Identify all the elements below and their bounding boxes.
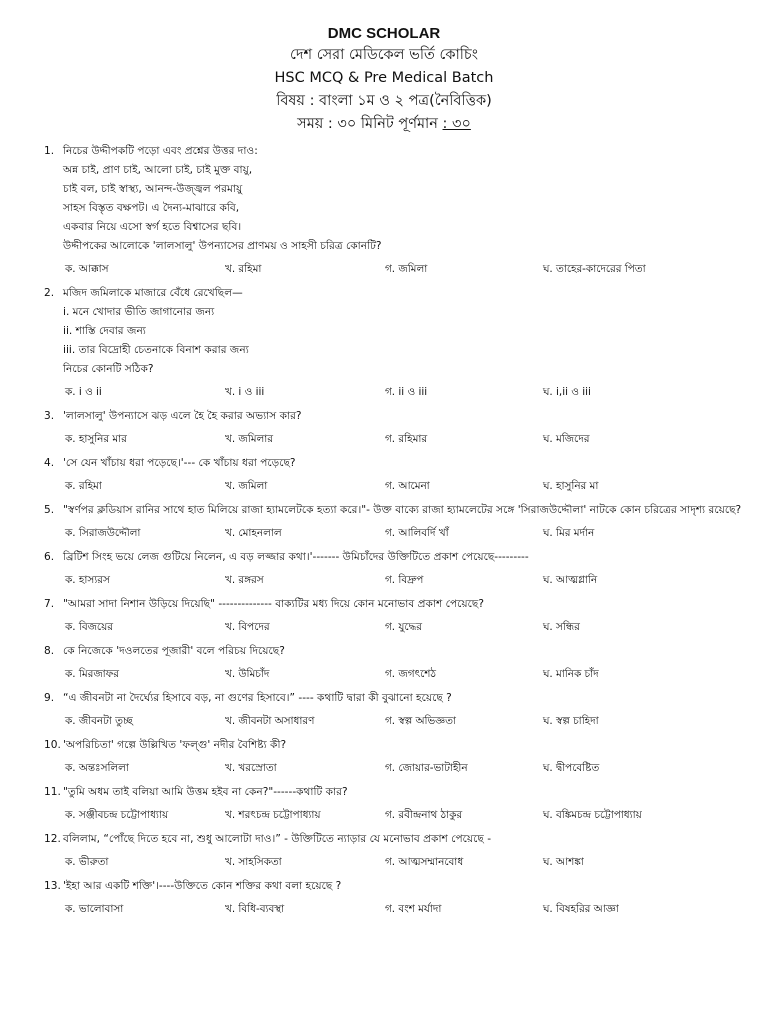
answer-option: ঘ. সন্ধির	[543, 621, 580, 633]
answer-option: ঘ. i,ii ও iii	[543, 386, 591, 398]
answer-option: ঘ. দ্বীপবেষ্টিত	[543, 762, 600, 774]
answer-option: ক. মিরজাফর	[65, 668, 119, 680]
answer-option: ঘ. আত্মগ্লানি	[543, 574, 598, 586]
question-text: 'সে যেন খাঁচায় ধরা পড়েছে।'--- কে খাঁচায় ধরা পড়েছে?	[63, 457, 296, 469]
answer-option: ঘ. মানিক চাঁদ	[543, 668, 599, 680]
question-row	[44, 142, 744, 161]
question-stem-line: i. মনে খোদার ভীতি জাগানোর জন্য	[63, 306, 215, 318]
question-item	[44, 877, 744, 918]
question-number: 1.	[44, 145, 55, 157]
answer-option: গ. স্বল্প অভিজ্ঞতা	[385, 715, 456, 727]
question-number: 7.	[44, 598, 55, 610]
answer-options	[44, 900, 744, 918]
question-row	[44, 454, 744, 473]
header-title: DMC SCHOLAR	[327, 25, 441, 42]
answer-options	[44, 759, 744, 777]
header-full-marks: : ৩০	[442, 116, 471, 132]
question-item	[44, 736, 744, 777]
question-text: কে নিজেকে 'দওলতের পূজারী' বলে পরিচয় দিয়েছে?	[63, 645, 285, 657]
answer-option: ঘ. আশঙ্কা	[543, 856, 584, 868]
question-row	[44, 501, 744, 520]
answer-option: খ. বিপদের	[225, 621, 270, 633]
answer-option: ক. i ও ii	[65, 386, 102, 398]
answer-option: গ. যুদ্ধের	[385, 621, 422, 633]
question-row	[44, 407, 744, 426]
answer-options	[44, 260, 744, 278]
answer-option: ক. ভীরুতা	[65, 856, 109, 868]
answer-option: ক. হাস্যরস	[65, 574, 110, 586]
header-tagline: দেশ সেরা মেডিকেল ভর্তি কোচিং	[290, 47, 478, 63]
question-text: “এ জীবনটা না দৈর্ঘ্যের হিসাবে বড়, না গুণের হিসাবে।” ---- কথাটি দ্বারা কী বুঝানো হয়েছে ?	[63, 692, 452, 704]
answer-options	[44, 430, 744, 448]
question-row	[44, 830, 744, 849]
answer-options	[44, 712, 744, 730]
header-subject: বিষয় : বাংলা ১ম ও ২ পত্র(নৈবিত্তিক)	[276, 93, 492, 109]
answer-option: ঘ. হাসুনির মা	[543, 480, 599, 492]
question-number: 6.	[44, 551, 55, 563]
question-text: 'অপরিচিতা' গল্পে উল্লিখিত 'ফল্গু' নদীর বৈশিষ্ট্য কী?	[63, 739, 287, 751]
question-number: 5.	[44, 504, 55, 516]
answer-option: গ. রহিমার	[385, 433, 428, 445]
answer-option: গ. আলিবর্দি খাঁ	[385, 527, 449, 539]
question-number: 8.	[44, 645, 55, 657]
header-time-marks	[0, 113, 768, 136]
question-row	[44, 736, 744, 755]
question-number: 2.	[44, 287, 55, 299]
question-text: 'ইহা আর একটি শক্তি'।----উক্তিতে কোন শক্তির কথা বলা হয়েছে ?	[63, 880, 342, 892]
question-item	[44, 501, 744, 542]
answer-option: ক. হাসুনির মার	[65, 433, 127, 445]
question-item	[44, 142, 744, 278]
question-text: ব্রিটিশ সিংহ ভয়ে লেজ গুটিয়ে নিলেন, এ বড় লজ্জার কথা।'------- উমিচাঁদের উক্তিটিতে প্রকাশ পেয়েছে---------	[63, 551, 529, 563]
answer-option: ক. রহিমা	[65, 480, 102, 492]
answer-option: গ. জোয়ার-ভাটাহীন	[385, 762, 468, 774]
answer-option: গ. জগৎশেঠ	[385, 668, 436, 680]
answer-option: খ. সাহসিকতা	[225, 856, 282, 868]
question-text: "আমরা সাদা নিশান উড়িয়ে দিয়েছি" -------------- বাক্যটির মধ্য দিয়ে কোন মনোভাব প্রকাশ পেয়েছে?	[63, 598, 484, 610]
answer-option: ঘ. মজিদের	[543, 433, 590, 445]
answer-option: ঘ. বিষহরির আজ্ঞা	[543, 903, 619, 915]
question-number: 12.	[44, 833, 61, 845]
answer-option: গ. ii ও iii	[385, 386, 428, 398]
answer-options	[44, 806, 744, 824]
answer-option: খ. জমিলার	[225, 433, 273, 445]
answer-option: ক. ভালোবাসা	[65, 903, 124, 915]
question-text: বলিলাম, “পোঁছে দিতে হবে না, শুধু আলোটা দাও।” - উক্তিটিতে ন্যাড়ার যে মনোভাব প্রকাশ পেয়েছে -	[63, 833, 492, 845]
question-text: 'লালসালু' উপন্যাসে ঝড় এলে হৈ হৈ করার অভ্যাস কার?	[63, 410, 302, 422]
answer-option: ক. আক্কাস	[65, 263, 109, 275]
answer-option: খ. শরৎচন্দ্র চট্টোপাধ্যায়	[225, 809, 321, 821]
question-text: মজিদ জমিলাকে মাজারে বেঁধে রেখেছিল—	[63, 287, 243, 299]
question-number: 10.	[44, 739, 61, 751]
question-item	[44, 454, 744, 495]
question-item	[44, 783, 744, 824]
answer-option: ক. সঞ্জীবচন্দ্র চট্টোপাধ্যায়	[65, 809, 169, 821]
answer-option: গ. রবীন্দ্রনাথ ঠাকুর	[385, 809, 463, 821]
question-row	[44, 877, 744, 896]
question-item	[44, 595, 744, 636]
answer-option: খ. জমিলা	[225, 480, 268, 492]
question-text: নিচের উদ্দীপকটি পড়ো এবং প্রশ্নের উত্তর দাও:	[63, 145, 258, 157]
answer-option: ক. অন্তঃসলিলা	[65, 762, 129, 774]
answer-option: গ. আত্মসম্মানবোধ	[385, 856, 464, 868]
question-item	[44, 830, 744, 871]
header-batch: HSC MCQ & Pre Medical Batch	[274, 70, 494, 86]
answer-options	[44, 853, 744, 871]
question-item	[44, 548, 744, 589]
answer-option: গ. বিদ্রুপ	[385, 574, 424, 586]
question-number: 4.	[44, 457, 55, 469]
answer-options	[44, 477, 744, 495]
question-item	[44, 407, 744, 448]
question-item	[44, 689, 744, 730]
question-stem-line: চাই বল, চাই স্বাস্থ্য, আনন্দ-উজ্জ্বল পরমায়ু	[63, 183, 243, 195]
question-stem-line: অন্ন চাই, প্রাণ চাই, আলো চাই, চাই মুক্ত বায়ু,	[63, 164, 253, 176]
question-row	[44, 783, 744, 802]
answer-option: খ. রহিমা	[225, 263, 262, 275]
answer-option: ঘ. বঙ্কিমচন্দ্র চট্টোপাধ্যায়	[543, 809, 642, 821]
answer-option: খ. উমিচাঁদ	[225, 668, 270, 680]
question-row	[44, 595, 744, 614]
answer-option: ক. জীবনটা তুচ্ছ	[65, 715, 133, 727]
question-stem-line: সাহস বিস্তৃত বক্ষপট। এ দৈন্য-মাঝারে কবি,	[63, 202, 240, 214]
answer-option: খ. মোহনলাল	[225, 527, 282, 539]
answer-option: ঘ. তাহের-কাদেরের পিতা	[543, 263, 646, 275]
answer-option: খ. বিধি-ব্যবস্থা	[225, 903, 285, 915]
question-stem-line: নিচের কোনটি সঠিক?	[63, 363, 154, 375]
question-row	[44, 284, 744, 303]
question-list	[44, 142, 744, 924]
question-number: 9.	[44, 692, 55, 704]
answer-options	[44, 571, 744, 589]
answer-option: গ. বংশ মর্যাদা	[385, 903, 442, 915]
question-row	[44, 689, 744, 708]
exam-header	[0, 0, 768, 136]
question-number: 13.	[44, 880, 61, 892]
question-row	[44, 548, 744, 567]
answer-option: গ. আমেনা	[385, 480, 430, 492]
question-number: 3.	[44, 410, 55, 422]
question-item	[44, 642, 744, 683]
question-number: 11.	[44, 786, 61, 798]
question-stem-line: ii. শাস্তি দেবার জন্য	[63, 325, 146, 337]
question-stem-line: উদ্দীপকের আলোকে 'লালসালু' উপন্যাসের প্রাণময় ও সাহসী চরিত্র কোনটি?	[63, 240, 382, 252]
header-time: সময় : ৩০ মিনিট পূর্ণমান	[297, 116, 443, 132]
answer-option: খ. খরস্রোতা	[225, 762, 277, 774]
question-stem-line: একবার নিয়ে এসো স্বর্গ হতে বিশ্বাসের ছবি।	[63, 221, 242, 233]
question-item	[44, 284, 744, 401]
answer-options	[44, 524, 744, 542]
answer-option: খ. রঙ্গরস	[225, 574, 264, 586]
answer-option: খ. i ও iii	[225, 386, 265, 398]
answer-option: ঘ. মির মর্দান	[543, 527, 595, 539]
question-text: "তুমি অধম তাই বলিয়া আমি উত্তম হইব না কেন?"------কথাটি কার?	[63, 786, 348, 798]
answer-option: ঘ. স্বল্প চাহিদা	[543, 715, 599, 727]
answer-option: ক. সিরাজউদ্দৌলা	[65, 527, 141, 539]
answer-option: গ. জমিলা	[385, 263, 428, 275]
question-row	[44, 642, 744, 661]
answer-options	[44, 618, 744, 636]
question-text: "স্বর্ণপর ক্লডিয়াস রানির সাথে হাত মিলিয়ে রাজা হ্যামলেটকে হত্যা করে।"- উক্ত বাক্যে রাজা হ্যামলেটের সঙ্গে 'সিরাজউদ্দৌলা' নাটকে কোন চরিত্রের সাদৃশ্য রয়েছে?	[63, 504, 742, 516]
answer-options	[44, 383, 744, 401]
answer-options	[44, 665, 744, 683]
answer-option: খ. জীবনটা অসাধারণ	[225, 715, 315, 727]
question-stem-line: iii. তার বিদ্রোহী চেতনাকে বিনাশ করার জন্য	[63, 344, 249, 356]
answer-option: ক. বিজয়ের	[65, 621, 113, 633]
